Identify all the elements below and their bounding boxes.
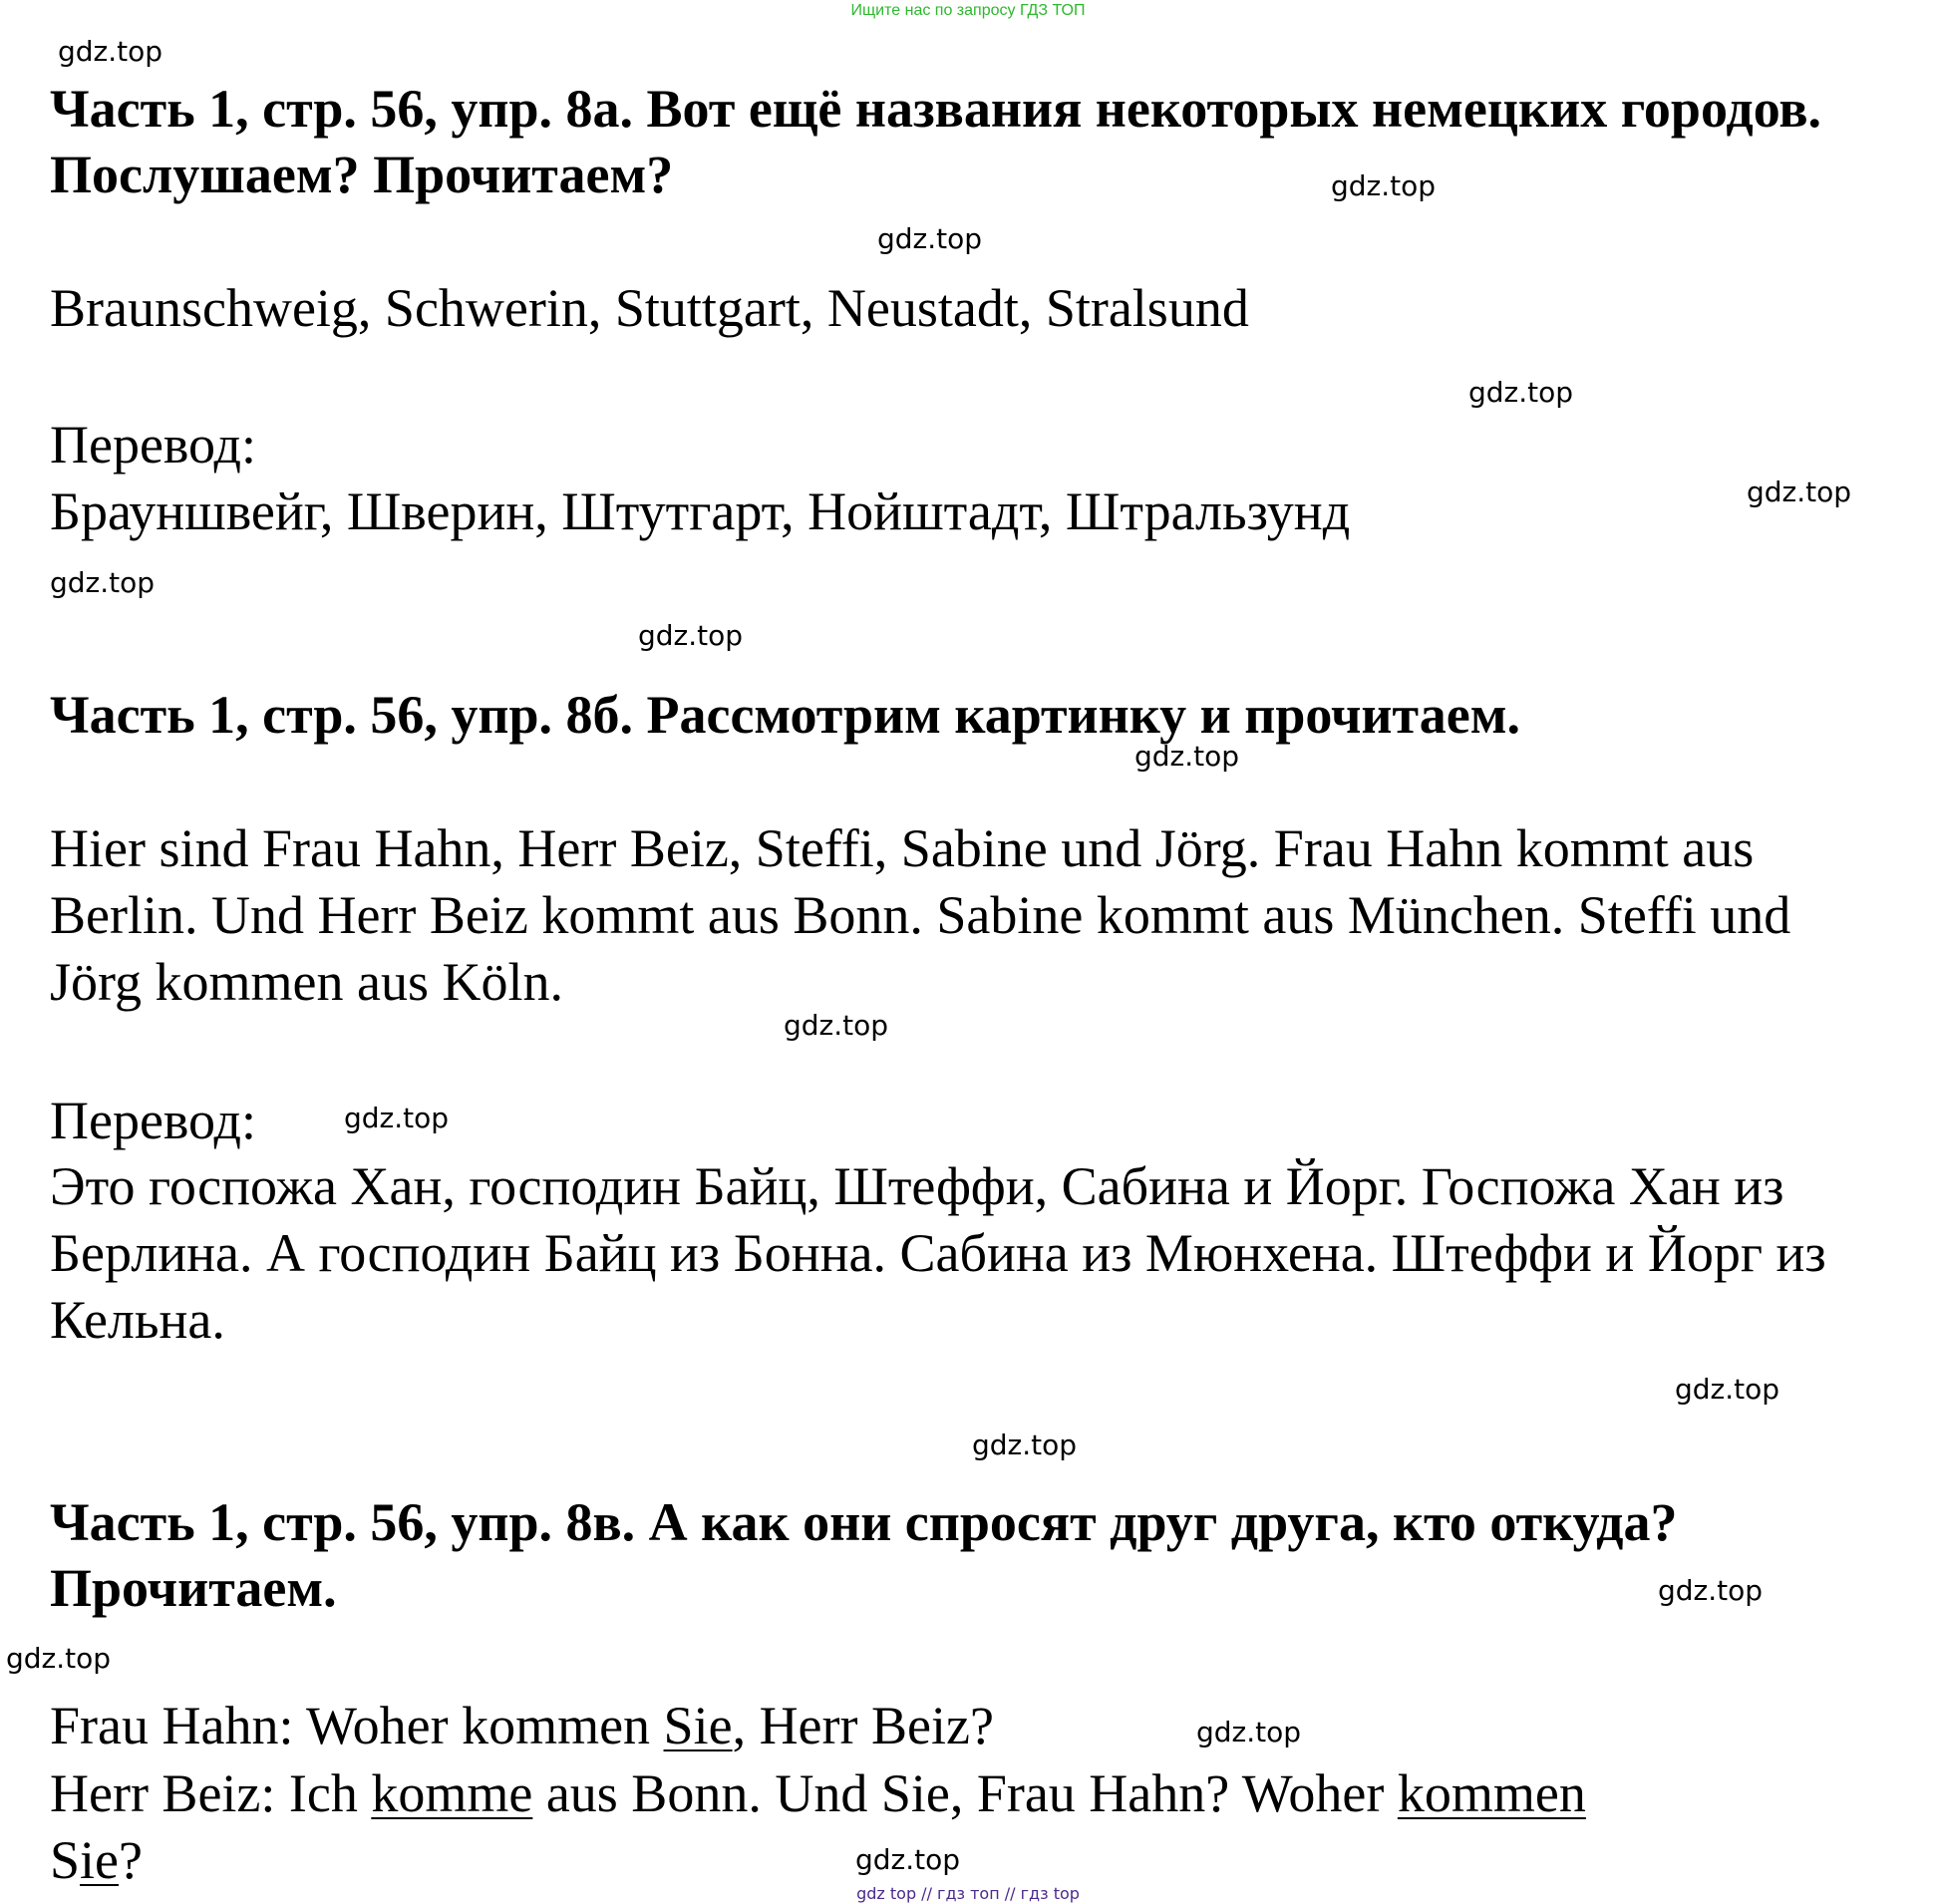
watermark: gdz.top — [784, 1009, 889, 1042]
watermark: gdz.top — [1468, 376, 1574, 409]
watermark: gdz.top — [50, 566, 156, 599]
dialogue-text: Frau Hahn: Woher kommen — [50, 1696, 664, 1755]
watermark: gdz.top — [1658, 1574, 1764, 1607]
exercise-8b-translation-label: Перевод: — [50, 1091, 256, 1150]
underlined-word: kommen — [1397, 1763, 1586, 1823]
dialogue-text: Herr Beiz: Ich — [50, 1763, 372, 1823]
watermark: gdz.top — [344, 1102, 450, 1134]
exercise-8a-translation-label: Перевод: — [50, 415, 256, 475]
underlined-word: ie — [80, 1830, 120, 1890]
watermark: gdz.top — [877, 222, 983, 255]
watermark: gdz.top — [1675, 1373, 1780, 1406]
exercise-8b-translation: Это госпожа Хан, господин Байц, Штеффи, Сабина и Йорг. Госпожа Хан из Берлина. А господин Байц из Бонна. Сабина из Мюнхена. Штеффи и Йорг из Кельна. — [50, 1156, 1826, 1350]
exercise-8b-text: Hier sind Frau Hahn, Herr Beiz, Steffi, Sabine und Jörg. Frau Hahn kommt aus Berlin. Und Herr Beiz kommt aus Bonn. Sabine kommt aus München. Steffi und Jörg kommen aus Köln. — [50, 818, 1791, 1012]
watermark: gdz.top — [855, 1843, 961, 1876]
watermark: gdz.top — [638, 619, 744, 652]
watermark: gdz.top — [1134, 740, 1240, 773]
exercise-8a-text: Braunschweig, Schwerin, Stuttgart, Neustadt, Stralsund — [50, 278, 1249, 338]
underlined-word: Sie — [663, 1696, 733, 1755]
dialogue-text: ? — [119, 1830, 143, 1890]
watermark: gdz.top — [972, 1428, 1078, 1461]
exercise-8c-heading: Часть 1, стр. 56, упр. 8в. А как они спросят друг друга, кто откуда? Прочитаем. — [50, 1492, 1678, 1618]
exercise-8a-heading: Часть 1, стр. 56, упр. 8а. Вот ещё названия некоторых немецких городов. Послушаем? Прочитаем? — [50, 79, 1822, 204]
watermark: gdz.top — [1747, 476, 1852, 508]
dialogue-text: , Herr Beiz? — [732, 1696, 994, 1755]
watermark: gdz.top — [6, 1642, 112, 1675]
watermark: gdz.top — [58, 35, 163, 68]
dialogue-text: S — [50, 1830, 81, 1890]
exercise-8b-heading: Часть 1, стр. 56, упр. 8б. Рассмотрим картинку и прочитаем. — [50, 685, 1520, 745]
dialogue-line-2 — [50, 1760, 1864, 1894]
dialogue-text: aus Bonn. Und Sie, Frau Hahn? Woher — [532, 1763, 1398, 1823]
dialogue-line-1 — [50, 1693, 1864, 1759]
underlined-word: komme — [371, 1763, 533, 1823]
top-banner[interactable]: Ищите нас по запросу ГДЗ ТОП — [850, 2, 1086, 19]
watermark: gdz.top — [1331, 169, 1437, 202]
footer-links[interactable]: gdz top // гдз топ // гдз top — [856, 1884, 1080, 1903]
exercise-8a-translation: Брауншвейг, Шверин, Штутгарт, Нойштадт, Штральзунд — [50, 481, 1351, 541]
watermark: gdz.top — [1196, 1716, 1302, 1748]
